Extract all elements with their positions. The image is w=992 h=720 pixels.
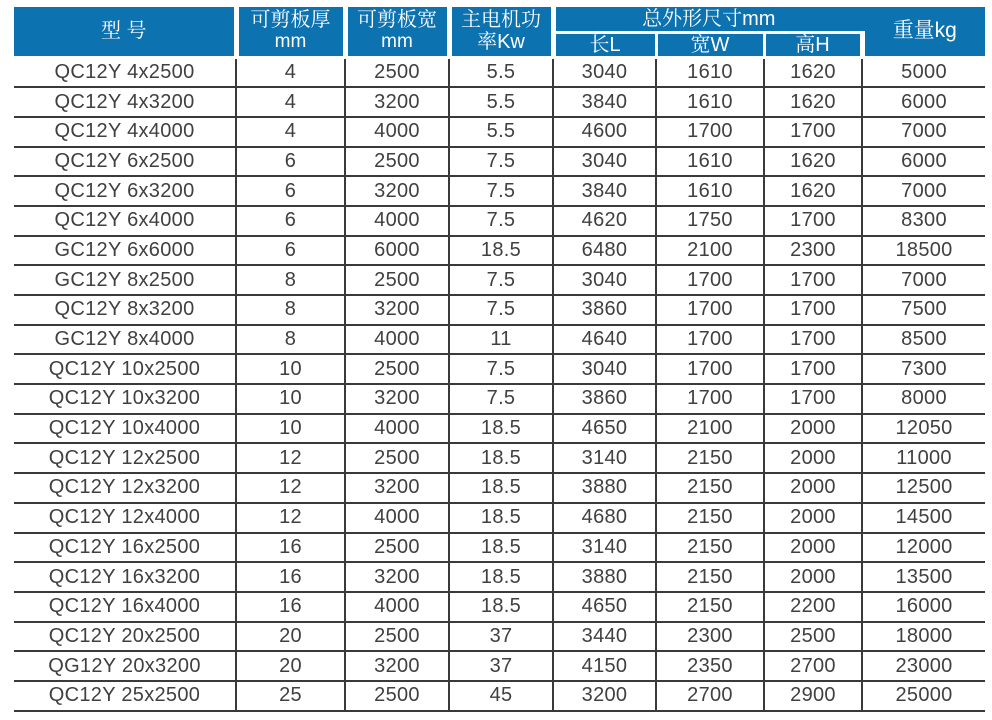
value-cell: 2700: [656, 681, 764, 711]
table-row: [14, 651, 985, 681]
value-cell: 2500: [345, 622, 449, 652]
value-cell: 2150: [656, 533, 764, 563]
value-cell: 6: [236, 147, 345, 177]
value-cell: 7000: [862, 265, 985, 295]
value-cell: 4650: [553, 414, 656, 444]
value-cell: 2500: [345, 265, 449, 295]
value-cell: 7500: [862, 295, 985, 325]
value-cell: 4000: [345, 592, 449, 622]
model-cell: QC12Y 4x3200: [14, 87, 236, 117]
table-row: [14, 295, 985, 325]
value-cell: 18.5: [449, 473, 553, 503]
value-cell: 3200: [345, 562, 449, 592]
value-cell: 2000: [764, 414, 862, 444]
value-cell: 25: [236, 681, 345, 711]
value-cell: 6480: [553, 236, 656, 266]
model-cell: QC12Y 6x2500: [14, 147, 236, 177]
value-cell: 1620: [764, 87, 862, 117]
value-cell: 18.5: [449, 414, 553, 444]
table-row: [14, 443, 985, 473]
header-dim-height: 高H: [764, 32, 862, 57]
value-cell: 4600: [553, 117, 656, 147]
value-cell: 2500: [345, 443, 449, 473]
value-cell: 1700: [764, 295, 862, 325]
table-row: [14, 236, 985, 266]
value-cell: 3200: [345, 651, 449, 681]
value-cell: 2150: [656, 473, 764, 503]
value-cell: 10: [236, 354, 345, 384]
value-cell: 8000: [862, 384, 985, 414]
value-cell: 3040: [553, 147, 656, 177]
value-cell: 18000: [862, 622, 985, 652]
table-row: [14, 354, 985, 384]
model-cell: QC12Y 16x3200: [14, 562, 236, 592]
value-cell: 4000: [345, 117, 449, 147]
table-row: [14, 265, 985, 295]
value-cell: 18.5: [449, 592, 553, 622]
value-cell: 3140: [553, 443, 656, 473]
table-row: [14, 117, 985, 147]
value-cell: 5.5: [449, 117, 553, 147]
model-cell: GC12Y 6x6000: [14, 236, 236, 266]
value-cell: 3440: [553, 622, 656, 652]
value-cell: 5000: [862, 57, 985, 87]
value-cell: 1620: [764, 176, 862, 206]
value-cell: 4150: [553, 651, 656, 681]
value-cell: 1620: [764, 57, 862, 87]
value-cell: 1700: [764, 117, 862, 147]
table-row: [14, 414, 985, 444]
header-dimensions-group: 总外形尺寸mm: [553, 7, 862, 32]
value-cell: 4000: [345, 414, 449, 444]
table-row: [14, 473, 985, 503]
value-cell: 2900: [764, 681, 862, 711]
value-cell: 3040: [553, 265, 656, 295]
table-row: [14, 147, 985, 177]
value-cell: 8300: [862, 206, 985, 236]
header-motor-power: [449, 7, 553, 57]
value-cell: 6: [236, 176, 345, 206]
value-cell: 2100: [656, 414, 764, 444]
value-cell: 1700: [764, 265, 862, 295]
value-cell: 23000: [862, 651, 985, 681]
model-cell: QC12Y 12x2500: [14, 443, 236, 473]
value-cell: 1700: [656, 384, 764, 414]
value-cell: 7.5: [449, 206, 553, 236]
value-cell: 3840: [553, 87, 656, 117]
value-cell: 1700: [764, 206, 862, 236]
header-motor-power-line1: 主电机功: [461, 9, 541, 32]
value-cell: 1750: [656, 206, 764, 236]
value-cell: 3200: [345, 87, 449, 117]
value-cell: 4640: [553, 325, 656, 355]
value-cell: 4: [236, 117, 345, 147]
header-thickness: [236, 7, 345, 57]
value-cell: 45: [449, 681, 553, 711]
value-cell: 2200: [764, 592, 862, 622]
value-cell: 1620: [764, 147, 862, 177]
value-cell: 5.5: [449, 87, 553, 117]
value-cell: 2150: [656, 592, 764, 622]
value-cell: 2000: [764, 562, 862, 592]
value-cell: 2500: [345, 147, 449, 177]
header-sheet-width-line1: 可剪板宽: [357, 9, 437, 32]
value-cell: 2150: [656, 503, 764, 533]
value-cell: 4000: [345, 206, 449, 236]
model-cell: QC12Y 25x2500: [14, 681, 236, 711]
value-cell: 3860: [553, 384, 656, 414]
value-cell: 2500: [345, 681, 449, 711]
value-cell: 1700: [656, 325, 764, 355]
value-cell: 3200: [553, 681, 656, 711]
value-cell: 20: [236, 651, 345, 681]
value-cell: 7.5: [449, 176, 553, 206]
value-cell: 37: [449, 651, 553, 681]
value-cell: 1700: [656, 265, 764, 295]
value-cell: 8: [236, 265, 345, 295]
value-cell: 2300: [764, 236, 862, 266]
value-cell: 13500: [862, 562, 985, 592]
value-cell: 2000: [764, 473, 862, 503]
table-row: [14, 206, 985, 236]
value-cell: 6000: [345, 236, 449, 266]
header-sheet-width-unit: mm: [381, 31, 413, 53]
header-motor-power-line2: 率Kw: [477, 31, 525, 54]
value-cell: 1700: [656, 295, 764, 325]
value-cell: 18500: [862, 236, 985, 266]
table-row: [14, 622, 985, 652]
value-cell: 7000: [862, 117, 985, 147]
value-cell: 16: [236, 533, 345, 563]
table-row: [14, 325, 985, 355]
value-cell: 12500: [862, 473, 985, 503]
model-cell: QC12Y 16x4000: [14, 592, 236, 622]
table-row: [14, 57, 985, 87]
value-cell: 3860: [553, 295, 656, 325]
value-cell: 4650: [553, 592, 656, 622]
value-cell: 4000: [345, 325, 449, 355]
value-cell: 3880: [553, 473, 656, 503]
value-cell: 18.5: [449, 443, 553, 473]
value-cell: 2000: [764, 443, 862, 473]
value-cell: 6: [236, 206, 345, 236]
value-cell: 4620: [553, 206, 656, 236]
model-cell: QC12Y 10x2500: [14, 354, 236, 384]
header-thickness-line1: 可剪板厚: [250, 9, 331, 32]
header-dim-width: 宽W: [656, 32, 764, 57]
value-cell: 7.5: [449, 147, 553, 177]
value-cell: 2500: [345, 354, 449, 384]
model-cell: GC12Y 8x4000: [14, 325, 236, 355]
table-row: [14, 681, 985, 711]
value-cell: 3840: [553, 176, 656, 206]
value-cell: 1610: [656, 147, 764, 177]
header-thickness-unit: mm: [274, 31, 307, 53]
value-cell: 2000: [764, 533, 862, 563]
model-cell: QC12Y 20x2500: [14, 622, 236, 652]
value-cell: 12: [236, 443, 345, 473]
value-cell: 8500: [862, 325, 985, 355]
spec-table: [14, 7, 985, 712]
value-cell: 18.5: [449, 503, 553, 533]
model-cell: QC12Y 12x3200: [14, 473, 236, 503]
value-cell: 2500: [345, 57, 449, 87]
value-cell: 11: [449, 325, 553, 355]
header-weight: 重量kg: [862, 7, 985, 57]
value-cell: 3880: [553, 562, 656, 592]
table-row: [14, 562, 985, 592]
spec-table-body: [14, 57, 985, 711]
model-cell: QC12Y 6x4000: [14, 206, 236, 236]
value-cell: 5.5: [449, 57, 553, 87]
value-cell: 4000: [345, 503, 449, 533]
value-cell: 7.5: [449, 265, 553, 295]
value-cell: 6000: [862, 147, 985, 177]
value-cell: 7.5: [449, 354, 553, 384]
value-cell: 12000: [862, 533, 985, 563]
value-cell: 6000: [862, 87, 985, 117]
value-cell: 2150: [656, 443, 764, 473]
value-cell: 12050: [862, 414, 985, 444]
value-cell: 2500: [764, 622, 862, 652]
value-cell: 7.5: [449, 295, 553, 325]
value-cell: 14500: [862, 503, 985, 533]
value-cell: 25000: [862, 681, 985, 711]
value-cell: 1700: [764, 325, 862, 355]
value-cell: 1610: [656, 176, 764, 206]
table-header: [14, 7, 985, 57]
model-cell: GC12Y 8x2500: [14, 265, 236, 295]
value-cell: 10: [236, 414, 345, 444]
value-cell: 6: [236, 236, 345, 266]
model-cell: QC12Y 4x2500: [14, 57, 236, 87]
value-cell: 3140: [553, 533, 656, 563]
header-model: [14, 7, 236, 57]
value-cell: 3200: [345, 384, 449, 414]
table-row: [14, 503, 985, 533]
table-row: [14, 592, 985, 622]
value-cell: 18.5: [449, 562, 553, 592]
value-cell: 1700: [656, 117, 764, 147]
model-cell: QC12Y 4x4000: [14, 117, 236, 147]
value-cell: 8: [236, 325, 345, 355]
value-cell: 4680: [553, 503, 656, 533]
value-cell: 3200: [345, 295, 449, 325]
value-cell: 1700: [764, 354, 862, 384]
value-cell: 7.5: [449, 384, 553, 414]
value-cell: 16: [236, 592, 345, 622]
value-cell: 2300: [656, 622, 764, 652]
value-cell: 18.5: [449, 533, 553, 563]
value-cell: 1700: [764, 384, 862, 414]
value-cell: 3200: [345, 473, 449, 503]
model-cell: QC12Y 16x2500: [14, 533, 236, 563]
table-row: [14, 87, 985, 117]
value-cell: 7000: [862, 176, 985, 206]
value-cell: 1700: [656, 354, 764, 384]
table-row: [14, 176, 985, 206]
value-cell: 2150: [656, 562, 764, 592]
value-cell: 3040: [553, 57, 656, 87]
model-cell: QC12Y 12x4000: [14, 503, 236, 533]
value-cell: 2700: [764, 651, 862, 681]
model-cell: QC12Y 10x4000: [14, 414, 236, 444]
model-cell: QC12Y 10x3200: [14, 384, 236, 414]
value-cell: 10: [236, 384, 345, 414]
value-cell: 37: [449, 622, 553, 652]
header-model-label: 型 号: [100, 20, 147, 43]
value-cell: 8: [236, 295, 345, 325]
table-row: [14, 384, 985, 414]
value-cell: 4: [236, 87, 345, 117]
value-cell: 4: [236, 57, 345, 87]
model-cell: QC12Y 8x3200: [14, 295, 236, 325]
value-cell: 20: [236, 622, 345, 652]
value-cell: 16000: [862, 592, 985, 622]
model-cell: QC12Y 6x3200: [14, 176, 236, 206]
table-row: [14, 533, 985, 563]
value-cell: 12: [236, 473, 345, 503]
value-cell: 1610: [656, 87, 764, 117]
value-cell: 12: [236, 503, 345, 533]
value-cell: 2100: [656, 236, 764, 266]
value-cell: 18.5: [449, 236, 553, 266]
value-cell: 2500: [345, 533, 449, 563]
value-cell: 16: [236, 562, 345, 592]
value-cell: 2000: [764, 503, 862, 533]
value-cell: 2350: [656, 651, 764, 681]
value-cell: 1610: [656, 57, 764, 87]
value-cell: 3200: [345, 176, 449, 206]
value-cell: 3040: [553, 354, 656, 384]
model-cell: QG12Y 20x3200: [14, 651, 236, 681]
value-cell: 11000: [862, 443, 985, 473]
header-dim-length: 长L: [553, 32, 656, 57]
header-sheet-width: [345, 7, 449, 57]
value-cell: 7300: [862, 354, 985, 384]
